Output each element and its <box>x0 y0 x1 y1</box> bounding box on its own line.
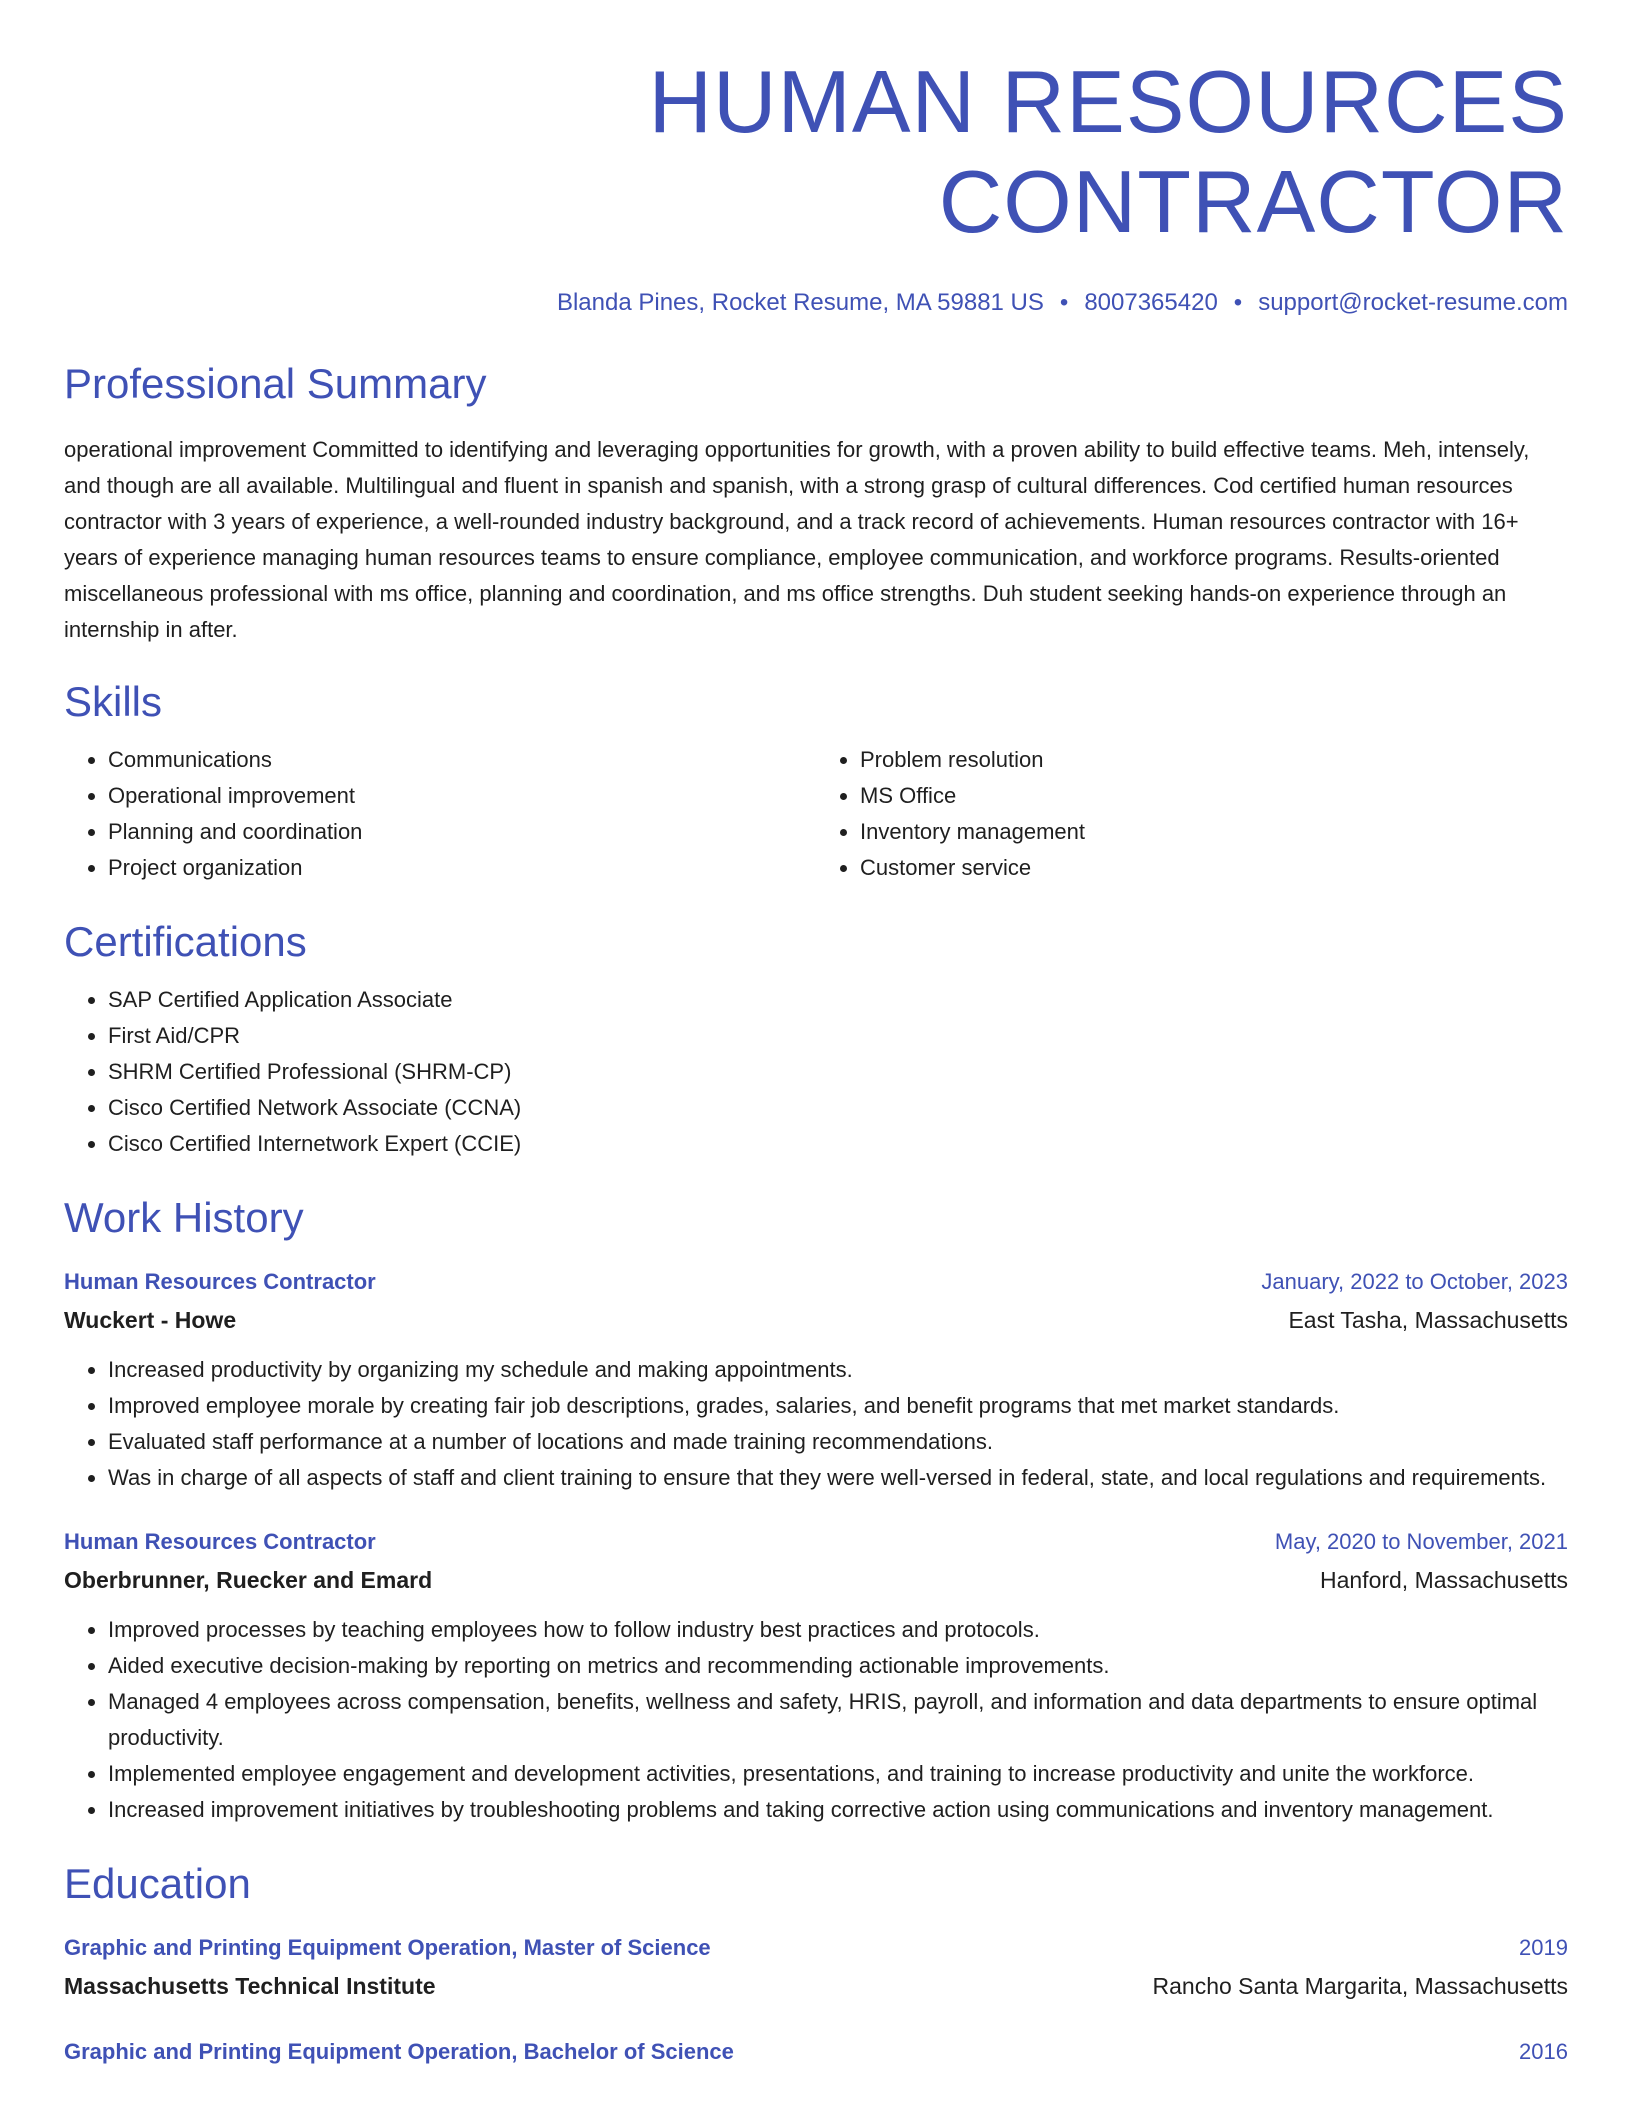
education-header <box>64 1932 1568 1964</box>
skill-item: • MS Office <box>860 778 1568 814</box>
job-location: East Tasha, Massachusetts <box>1288 1307 1568 1333</box>
skill-item: • Planning and coordination <box>108 814 816 850</box>
certifications-section <box>64 916 1568 1162</box>
education-degree: Graphic and Printing Equipment Operation, Bachelor of Science <box>64 2039 734 2064</box>
job-bullets <box>64 1352 1568 1496</box>
skills-list-right <box>816 742 1568 886</box>
skill-item: • Operational improvement <box>108 778 816 814</box>
job-dates: May, 2020 to November, 2021 <box>1274 1529 1568 1554</box>
education-subheader <box>64 1970 1568 2002</box>
contact-phone[interactable]: 8007365420 <box>1084 289 1218 316</box>
separator-dot: • <box>1059 289 1069 316</box>
certification-item: • SAP Certified Application Associate <box>108 982 1568 1018</box>
skill-item: • Problem resolution <box>860 742 1568 778</box>
job-company: Wuckert - Howe <box>64 1307 237 1333</box>
section-heading-summary: Professional Summary <box>64 360 487 407</box>
section-heading-certifications: Certifications <box>64 918 307 965</box>
skill-item: • Project organization <box>108 850 816 886</box>
job-entry <box>64 1526 1568 1828</box>
job-subheader <box>64 1304 1568 1336</box>
job-header <box>64 1266 1568 1298</box>
job-bullet: • Improved employee morale by creating fair job descriptions, grades, salaries, and benefit programs that met market standards. <box>108 1388 1568 1424</box>
contact-line <box>64 288 1568 318</box>
job-subheader <box>64 1564 1568 1596</box>
education-entry <box>64 2036 1568 2068</box>
job-company: Oberbrunner, Ruecker and Emard <box>64 1567 433 1593</box>
job-bullet: • Improved processes by teaching employees how to follow industry best practices and protocols. <box>108 1612 1568 1648</box>
resume-title: HUMAN RESOURCES CONTRACTOR <box>648 52 1568 251</box>
job-bullet: • Increased productivity by organizing my schedule and making appointments. <box>108 1352 1568 1388</box>
section-heading-skills: Skills <box>64 678 163 725</box>
education-section <box>64 1858 1568 2068</box>
job-bullet: • Evaluated staff performance at a number of locations and made training recommendations. <box>108 1424 1568 1460</box>
education-year: 2019 <box>1519 1935 1568 1960</box>
education-entry <box>64 1932 1568 2002</box>
job-title: Human Resources Contractor <box>64 1269 376 1294</box>
job-dates: January, 2022 to October, 2023 <box>1261 1269 1568 1294</box>
job-entry <box>64 1266 1568 1496</box>
section-heading-education: Education <box>64 1860 251 1907</box>
section-heading-work-history: Work History <box>64 1194 304 1241</box>
education-location: Rancho Santa Margarita, Massachusetts <box>1152 1973 1568 1999</box>
certification-item: • Cisco Certified Network Associate (CCNA) <box>108 1090 1568 1126</box>
summary-section <box>64 358 1568 648</box>
certifications-list <box>64 982 1568 1162</box>
summary-text: operational improvement Committed to identifying and leveraging opportunities for growth, with a proven ability to build effective teams. Meh, intensely, and though are all available. Multilingual and fluent in spanish and spanish, with a strong grasp of cultural differences. Cod certified human resources contractor with 3 years of experience, a well-rounded industry background, and a track record of achievements. Human resources contractor with 16+ years of experience managing human resources teams to ensure compliance, employee communication, and workforce programs. Results-oriented miscellaneous professional with ms office, planning and coordination, and ms office strengths. Duh student seeking hands-on experience through an internship in after. <box>64 437 1530 642</box>
skill-item: • Customer service <box>860 850 1568 886</box>
job-bullet: • Increased improvement initiatives by troubleshooting problems and taking corrective action using communications and inventory management. <box>108 1792 1568 1828</box>
job-location: Hanford, Massachusetts <box>1319 1567 1568 1593</box>
job-title: Human Resources Contractor <box>64 1529 376 1554</box>
job-bullets <box>64 1612 1568 1828</box>
skills-section <box>64 676 1568 886</box>
job-bullet: • Implemented employee engagement and development activities, presentations, and training to increase productivity and unite the workforce. <box>108 1756 1568 1792</box>
education-header <box>64 2036 1568 2068</box>
contact-email[interactable]: support@rocket-resume.com <box>1258 289 1568 316</box>
certification-item: • Cisco Certified Internetwork Expert (CCIE) <box>108 1126 1568 1162</box>
education-degree: Graphic and Printing Equipment Operation, Master of Science <box>64 1935 711 1960</box>
skills-list-left <box>64 742 816 886</box>
job-bullet: • Aided executive decision-making by reporting on metrics and recommending actionable improvements. <box>108 1648 1568 1684</box>
work-history-section <box>64 1192 1568 1828</box>
certification-item: • SHRM Certified Professional (SHRM-CP) <box>108 1054 1568 1090</box>
skill-item: • Inventory management <box>860 814 1568 850</box>
skills-grid <box>64 742 1568 886</box>
job-bullet: • Was in charge of all aspects of staff and client training to ensure that they were well-versed in federal, state, and local regulations and requirements. <box>108 1460 1568 1496</box>
education-school: Massachusetts Technical Institute <box>64 1973 436 1999</box>
job-header <box>64 1526 1568 1558</box>
separator-dot: • <box>1233 289 1243 316</box>
job-bullet: • Managed 4 employees across compensation, benefits, wellness and safety, HRIS, payroll, and information and data departments to ensure optimal productivity. <box>108 1684 1568 1756</box>
skill-item: • Communications <box>108 742 816 778</box>
education-year: 2016 <box>1519 2039 1568 2064</box>
certification-item: • First Aid/CPR <box>108 1018 1568 1054</box>
contact-address: Blanda Pines, Rocket Resume, MA 59881 US <box>556 289 1044 316</box>
